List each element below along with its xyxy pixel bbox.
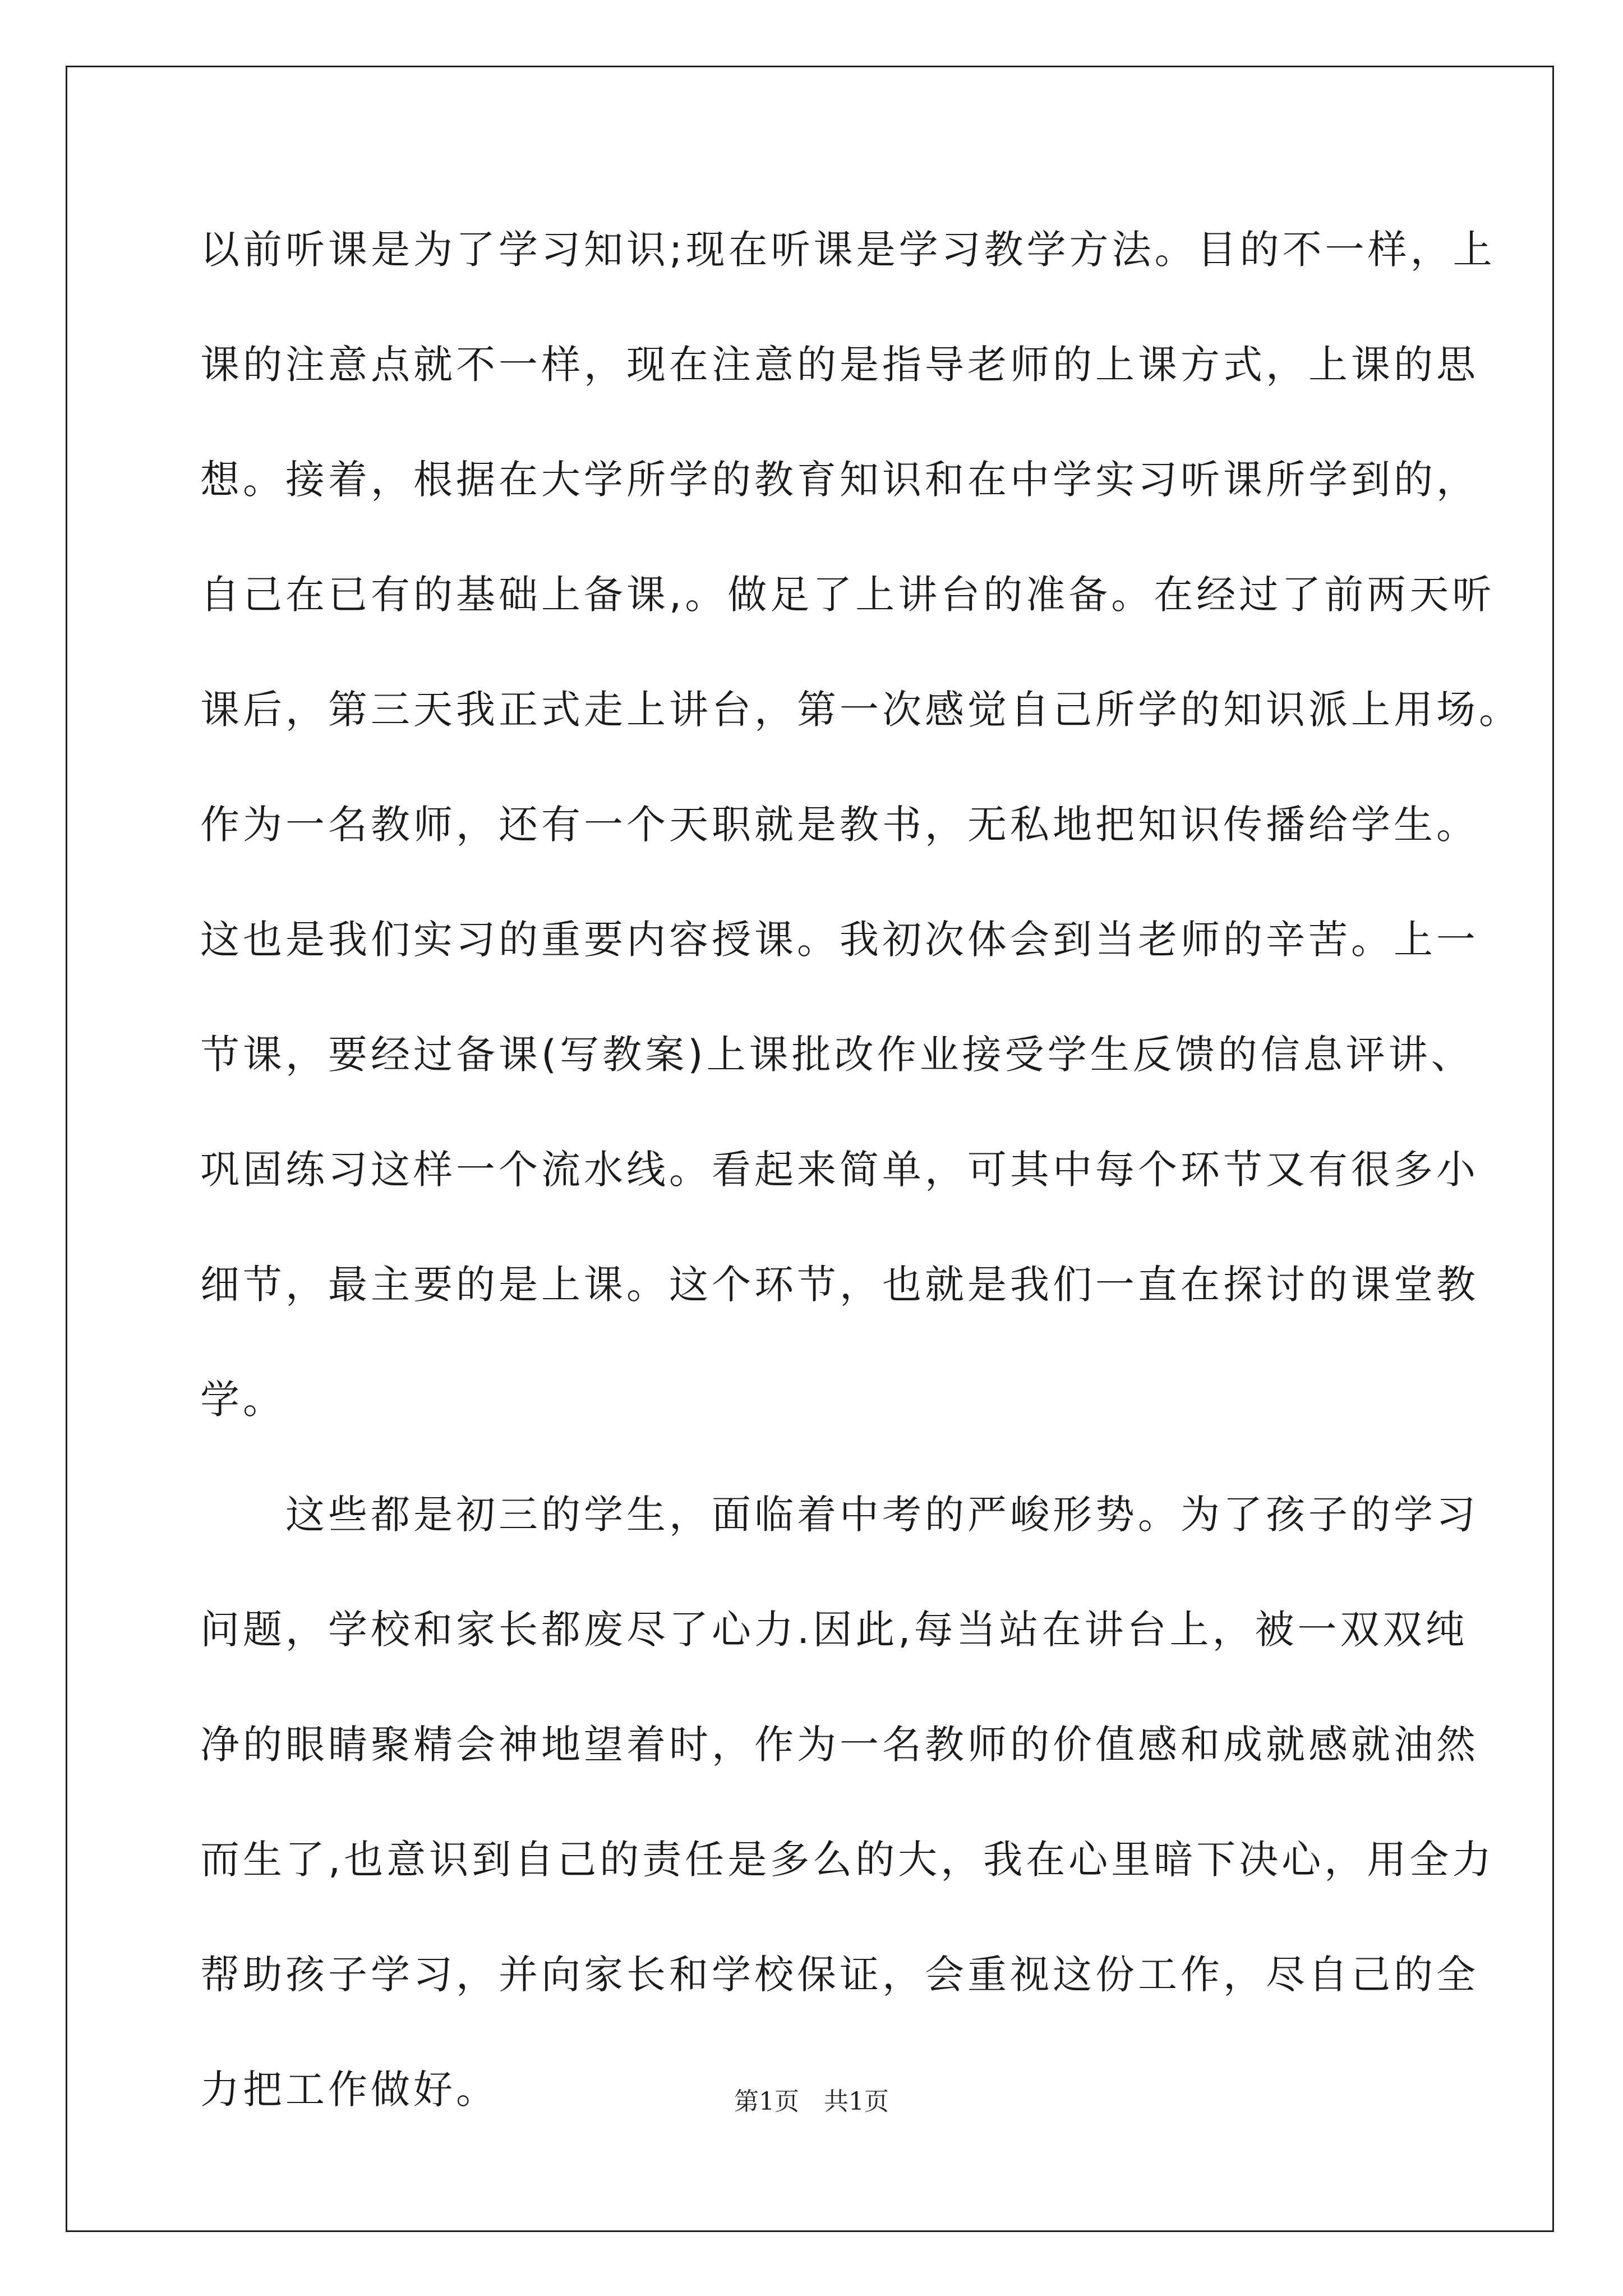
text-line: 课后，第三天我正式走上讲台，第一次感觉自己所学的知识派上用场。: [200, 687, 1521, 733]
text-line: 自己在已有的基础上备课,。做足了上讲台的准备。在经过了前两天听: [200, 572, 1495, 618]
text-line: 巩固练习这样一个流水线。看起来简单，可其中每个环节又有很多小: [200, 1147, 1479, 1193]
text-line: 细节，最主要的是上课。这个环节，也就是我们一直在探讨的课堂教: [200, 1262, 1479, 1308]
text-line: 想。接着，根据在大学所学的教育知识和在中学实习听课所学到的，: [200, 457, 1479, 503]
text-line: 学。: [200, 1377, 285, 1423]
text-line: 节课，要经过备课(写教案)上课批改作业接受学生反馈的信息评讲、: [200, 1032, 1474, 1078]
text-line: 作为一名教师，还有一个天职就是教书，无私地把知识传播给学生。: [200, 802, 1479, 848]
text-line: 而生了,也意识到自己的责任是多么的大，我在心里暗下决心，用全力: [200, 1837, 1495, 1883]
text-line: 这些都是初三的学生，面临着中考的严峻形势。为了孩子的学习: [200, 1492, 1479, 1538]
text-line: 净的眼睛聚精会神地望着时，作为一名教师的价值感和成就感就油然: [200, 1722, 1479, 1768]
text-line: 以前听课是为了学习知识;现在听课是学习教学方法。目的不一样，上: [200, 227, 1496, 273]
text-line: 课的注意点就不一样，现在注意的是指导老师的上课方式，上课的思: [200, 342, 1479, 388]
text-line: 这也是我们实习的重要内容授课。我初次体会到当老师的辛苦。上一: [200, 917, 1479, 963]
text-line: 力把工作做好。: [200, 2067, 499, 2113]
text-line: 帮助孩子学习，并向家长和学校保证，会重视这份工作，尽自己的全: [200, 1952, 1479, 1998]
text-line: 问题，学校和家长都废尽了心力.因此,每当站在讲台上，被一双双纯: [200, 1607, 1468, 1653]
page-footer: 第1页 共1页: [734, 2087, 889, 2116]
